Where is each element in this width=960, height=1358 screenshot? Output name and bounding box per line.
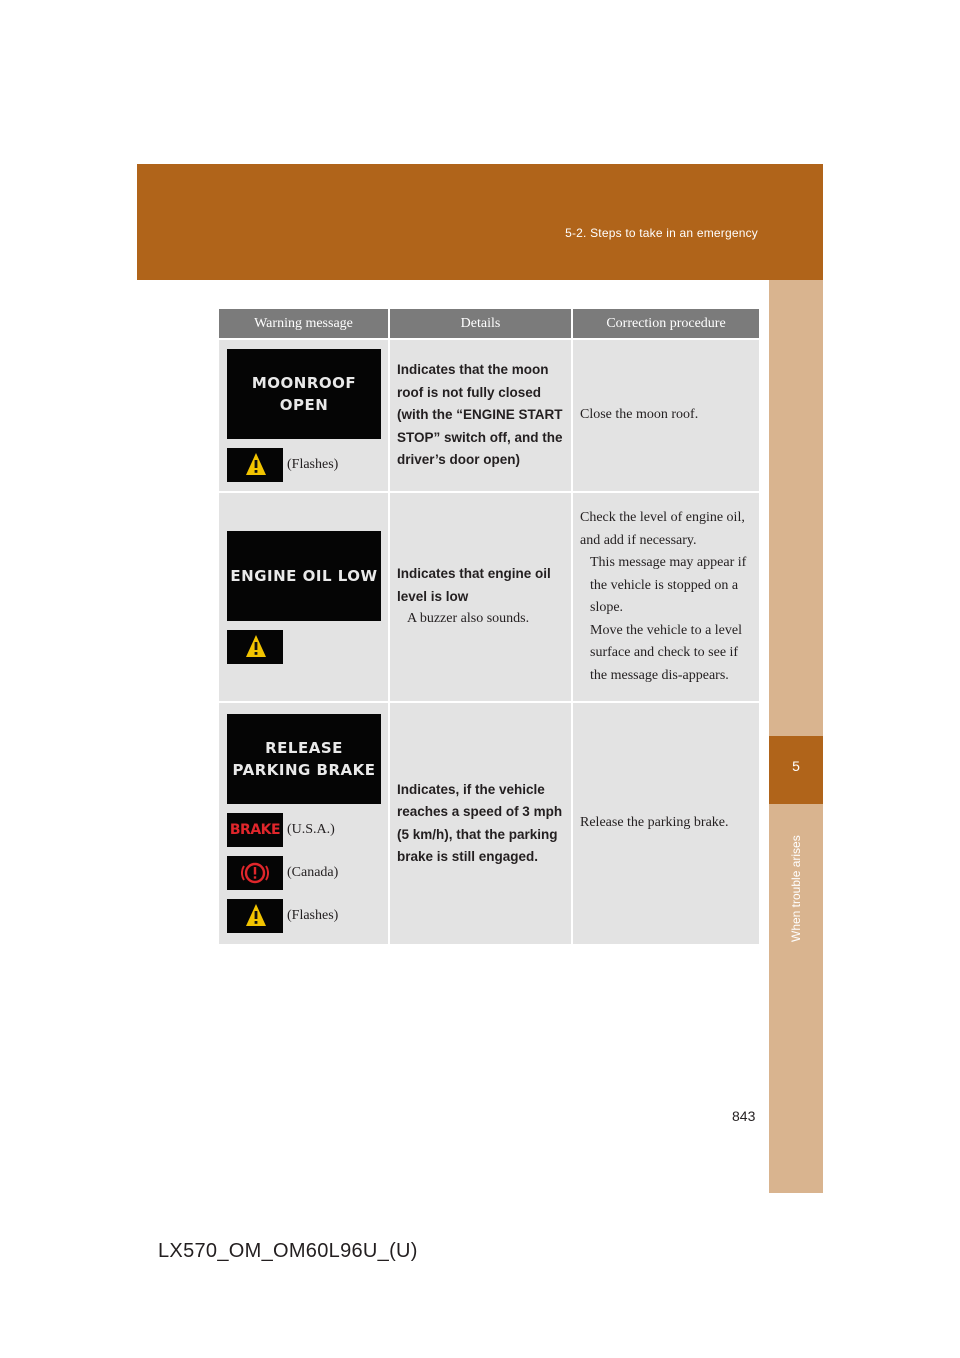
warning-cell bbox=[219, 339, 389, 492]
table-row bbox=[219, 339, 759, 492]
brake-text: BRAKE bbox=[229, 822, 281, 838]
chapter-number-box bbox=[769, 736, 823, 804]
correction-cell bbox=[572, 339, 759, 492]
indicator-label: (Flashes) bbox=[287, 456, 339, 472]
details-text: Indicates that engine oil level is low bbox=[397, 566, 551, 604]
correction-cell bbox=[572, 702, 759, 944]
correction-text: Close the moon roof. bbox=[580, 407, 699, 423]
chapter-number: 5 bbox=[792, 758, 800, 774]
table-row bbox=[219, 492, 759, 702]
indicator-row bbox=[227, 448, 388, 482]
warning-triangle-icon bbox=[227, 630, 283, 664]
page-number: 843 bbox=[732, 1108, 756, 1124]
column-header-correction: Correction procedure bbox=[572, 309, 759, 339]
document-code: LX570_OM_OM60L96U_(U) bbox=[158, 1240, 418, 1262]
indicator-row bbox=[227, 856, 388, 890]
table-row bbox=[219, 702, 759, 944]
correction-text: Release the parking brake. bbox=[580, 815, 729, 831]
warning-triangle-icon bbox=[227, 448, 283, 482]
brake-text-icon bbox=[227, 813, 283, 847]
section-title: 5-2. Steps to take in an emergency bbox=[565, 226, 758, 240]
column-header-warning: Warning message bbox=[219, 309, 389, 339]
details-text: Indicates, if the vehicle reaches a speed of 3 mph (5 km/h), that the parking brake is still engaged. bbox=[397, 781, 563, 864]
details-cell bbox=[389, 339, 572, 492]
chapter-label: When trouble arises bbox=[789, 835, 803, 942]
details-note: A buzzer also sounds. bbox=[407, 611, 530, 627]
warning-message-table bbox=[219, 309, 759, 944]
display-message: ENGINE OIL LOW bbox=[227, 531, 381, 621]
circle-exclamation-icon bbox=[227, 856, 283, 890]
details-text: Indicates that the moon roof is not fully closed (with the “ENGINE START STOP” switch off, and the driver’s door open) bbox=[397, 362, 563, 468]
warning-triangle-icon bbox=[227, 899, 283, 933]
indicator-label: (Canada) bbox=[287, 864, 339, 880]
display-message: RELEASE PARKING BRAKE bbox=[227, 714, 381, 804]
indicator-row bbox=[227, 813, 388, 847]
indicator-row bbox=[227, 899, 388, 933]
indicator-label: (Flashes) bbox=[287, 907, 339, 923]
indicator-row bbox=[227, 630, 388, 664]
correction-note: Move the vehicle to a level surface and check to see if the message dis-appears. bbox=[590, 622, 742, 683]
table-header-row bbox=[219, 309, 759, 339]
correction-cell bbox=[572, 492, 759, 702]
column-header-details: Details bbox=[389, 309, 572, 339]
correction-text: Check the level of engine oil, and add if necessary. bbox=[580, 510, 745, 548]
details-cell bbox=[389, 492, 572, 702]
indicator-label: (U.S.A.) bbox=[287, 821, 335, 837]
correction-note: This message may appear if the vehicle is stopped on a slope. bbox=[590, 555, 747, 615]
display-message: MOONROOF OPEN bbox=[227, 349, 381, 439]
warning-cell bbox=[219, 702, 389, 944]
details-cell bbox=[389, 702, 572, 944]
chapter-header-bar bbox=[137, 164, 823, 280]
warning-cell bbox=[219, 492, 389, 702]
